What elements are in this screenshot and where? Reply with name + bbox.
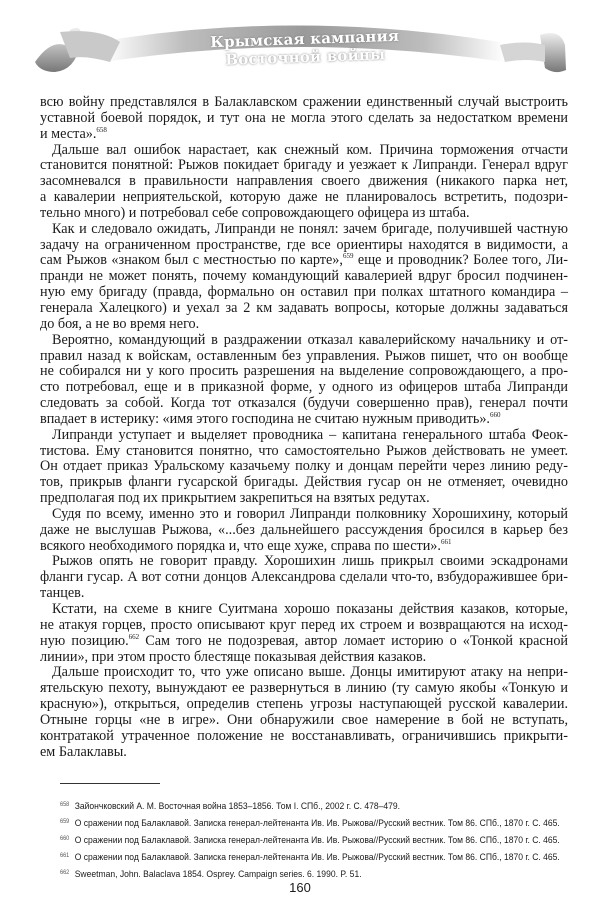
line-text: контратакой утраченное положение не восстанавливать, ограничившись прикрыти- bbox=[40, 727, 568, 744]
line-text: Как и следовало ожидать, Липранди не понял: зачем бригаде, получившей частную bbox=[52, 220, 568, 237]
line-text: генерала Халецкого) и уехал за 2 км задавать вопросы, которые должны задаваться bbox=[40, 299, 568, 316]
section-title: Крымская кампания Восточной войны bbox=[209, 26, 400, 69]
line-text: Вероятно, командующий в раздражении отказал кавалерийскому начальнику и от- bbox=[52, 331, 568, 348]
footnote-number: 661 bbox=[60, 853, 70, 860]
line-text: тельно много) и потребовал себе сопровождающего офицера из штаба. bbox=[40, 204, 470, 221]
line-text: тов, прикрыв фланги гусарской бригады. Действия гусар он не отменяет, очевидно bbox=[40, 474, 568, 491]
text-line bbox=[40, 650, 568, 666]
text-line bbox=[40, 745, 568, 761]
text-line bbox=[40, 238, 568, 254]
footnote bbox=[60, 797, 538, 814]
footnote bbox=[60, 848, 560, 865]
paragraph bbox=[40, 428, 568, 507]
line-text: пранди не может понять, почему командующий кавалерией вдруг бросил подчинен- bbox=[40, 268, 568, 285]
text-line bbox=[40, 380, 568, 396]
line-text: впадает в истерику: «имя этого господина не считаю нужным приводить». bbox=[40, 410, 490, 427]
text-line bbox=[40, 317, 568, 333]
text-line bbox=[40, 269, 568, 285]
text-line bbox=[40, 554, 568, 570]
line-text: следовать за собой. Когда тот отказался (будучи совершенно прав), генерал почти bbox=[40, 395, 568, 412]
text-line bbox=[40, 95, 568, 111]
text-line bbox=[40, 143, 568, 159]
line-text: уставной боевой порядок, и тут она не могла этого сделать за недостатком времени bbox=[40, 109, 568, 126]
text-line bbox=[40, 586, 568, 602]
line-text: всякого необходимого порядка и, что еще хуже, справа по шести». bbox=[40, 537, 441, 554]
line-text: Он отдает приказ Уральскому казачьему полку и донцам перейти через линию реду- bbox=[40, 458, 568, 475]
paragraph bbox=[40, 222, 568, 333]
line-text: не атакуя горцев, просто описывают круг перед их строем и возвращаются на исход- bbox=[40, 616, 568, 633]
text-line bbox=[40, 158, 568, 174]
line-text: правил назад к войскам, оставленным без управления. Рыжов пишет, что он вообще bbox=[40, 347, 568, 364]
text-line bbox=[40, 206, 568, 222]
text-line bbox=[40, 681, 568, 697]
line-text: Дальше происходит то, что уже описано выше. Донцы имитируют атаку на непри- bbox=[52, 664, 568, 681]
line-text: ную позицию. bbox=[40, 632, 129, 649]
text-line bbox=[40, 333, 568, 349]
text-line bbox=[40, 444, 568, 460]
page-number: 160 bbox=[289, 880, 311, 895]
paragraph bbox=[40, 333, 568, 428]
text-line bbox=[40, 507, 568, 523]
line-text: Судя по всему, именно это и говорил Липранди полковнику Хорошихину, который bbox=[52, 505, 568, 522]
line-text: задачу на ограниченном пространстве, где все ориентиры находятся в видимости, а bbox=[40, 236, 568, 253]
text-line bbox=[40, 665, 568, 681]
line-text: ем Балаклавы. bbox=[40, 743, 127, 760]
text-line bbox=[40, 285, 568, 301]
text-line bbox=[40, 301, 568, 317]
paragraph bbox=[40, 143, 568, 222]
text-line bbox=[40, 729, 568, 745]
text-line bbox=[40, 634, 568, 650]
line-text: фланги гусар. А вот сотни донцов Александрова сделали что-то, взбудоражившее бри- bbox=[40, 569, 568, 586]
line-text: Отныне горцы «не в игре». Они обнаружили свое намерение в бой не вступать, bbox=[40, 711, 568, 728]
footnotes bbox=[60, 797, 560, 882]
line-text: Дальше вал ошибок нарастает, как снежный ком. Причина торможения отчасти bbox=[52, 141, 568, 158]
footnote bbox=[60, 831, 560, 848]
text-line bbox=[40, 396, 568, 412]
footnote-ref: 662 bbox=[128, 632, 140, 641]
footnote-text: О сражении под Балаклавой. Записка генерал-лейтенанта Ив. Ив. Рыжова//Русский вестник. Том 86. СПб., 1870 г. С. 465. bbox=[74, 818, 560, 829]
footnote-ref: 660 bbox=[489, 410, 501, 419]
text-line bbox=[40, 602, 568, 618]
paragraph bbox=[40, 665, 568, 760]
line-text: красную»), открыться, определив степень угрозы наступающей русской кавалерии. bbox=[40, 696, 568, 713]
footnote-number: 662 bbox=[60, 870, 70, 877]
line-text: и места». bbox=[40, 125, 97, 142]
line-text: даже не выслушав Рыжова, «...без дальнейшего рассуждения бросился в карьер без bbox=[40, 521, 568, 538]
line-text: не собирался ни у кого просить разрешения на выделение сопровождающего, а про- bbox=[40, 363, 568, 380]
paragraph bbox=[40, 554, 568, 602]
line-text: предполагая под их прикрытием закрепиться на взятых редутах. bbox=[40, 490, 430, 507]
text-line bbox=[40, 491, 568, 507]
body-text bbox=[40, 95, 568, 760]
line-text: сам Рыжов «знаком был с местностью по карте», bbox=[40, 252, 343, 269]
footnote-number: 658 bbox=[60, 802, 70, 808]
text-line bbox=[40, 349, 568, 365]
text-line bbox=[40, 570, 568, 586]
text-line bbox=[40, 253, 568, 269]
line-text: Липранди уступает и выделяет проводника – капитана генерального штаба Феок- bbox=[52, 426, 568, 443]
line-text: засомневался в правильности направления своего движения (никакого парка нет, bbox=[40, 173, 568, 190]
paragraph bbox=[40, 95, 568, 143]
text-line bbox=[40, 459, 568, 475]
line-text: ную ему бригаду (правда, формально он оставил при полках штатного командира – bbox=[40, 284, 568, 301]
line-text: сто потребовал, еще и в приказной форме, у одного из офицеров штаба Липранди bbox=[40, 379, 568, 396]
line-text: танцев. bbox=[40, 585, 85, 602]
line-text: ятельскую пехоту, вынуждают ее развернуться в линию (ту самую якобы «Тонкую и bbox=[40, 680, 568, 697]
text-line bbox=[40, 364, 568, 380]
text-line bbox=[40, 618, 568, 634]
footnote-number: 659 bbox=[60, 819, 70, 826]
text-line bbox=[40, 190, 568, 206]
footnote-separator bbox=[60, 783, 160, 784]
line-text: а кавалерии неприятельской, которую даже не планировалось встретить, подозри- bbox=[40, 189, 568, 206]
footnote-text: Sweetman, John. Balaclava 1854. Osprey. Campaign series. 6. 1990. P. 51. bbox=[74, 869, 362, 880]
line-text: до боя, а не во время него. bbox=[40, 315, 200, 332]
line-text: всю войну представлялся в Балаклавском сражении единственный случай выстроить bbox=[40, 94, 568, 110]
text-line bbox=[40, 111, 568, 127]
text-line bbox=[40, 428, 568, 444]
text-line bbox=[40, 127, 568, 143]
line-text: еще и проводник? Более того, Ли- bbox=[353, 252, 568, 269]
text-line bbox=[40, 697, 568, 713]
text-line bbox=[40, 412, 568, 428]
line-text: становится понятной: Рыжов покидает бригаду и уезжает к Липранди. Генерал вдруг bbox=[40, 157, 568, 174]
footnote-ref: 661 bbox=[440, 537, 452, 546]
text-line bbox=[40, 539, 568, 555]
text-line bbox=[40, 222, 568, 238]
line-text: Сам того не подозревая, автор ломает историю о «Тонкой красной bbox=[139, 632, 568, 649]
text-line bbox=[40, 713, 568, 729]
line-text: Рыжов опять не говорит правду. Хорошихин лишь прикрыл своими эскадронами bbox=[52, 553, 568, 570]
paragraph bbox=[40, 602, 568, 665]
line-text: тистова. Ему становится понятно, что самостоятельно Рыжов действовать не умеет. bbox=[40, 442, 568, 459]
line-text: линии», при этом просто блестяще показывая действия казаков. bbox=[40, 648, 427, 665]
text-line bbox=[40, 174, 568, 190]
running-header bbox=[0, 0, 600, 80]
paragraph bbox=[40, 507, 568, 555]
footnote bbox=[60, 814, 560, 831]
footnote-text: О сражении под Балаклавой. Записка генерал-лейтенанта Ив. Ив. Рыжова//Русский вестник. Том 86. СПб., 1870 г. С. 465. bbox=[74, 835, 560, 846]
footnote-ref: 658 bbox=[96, 125, 107, 134]
footnote-ref: 659 bbox=[342, 252, 354, 261]
text-line bbox=[40, 523, 568, 539]
line-text: Кстати, на схеме в книге Суитмана хорошо показаны действия казаков, которые, bbox=[52, 601, 568, 617]
text-line bbox=[40, 475, 568, 491]
footnote-text: О сражении под Балаклавой. Записка генерал-лейтенанта Ив. Ив. Рыжова//Русский вестник. Том 86. СПб., 1870 г. С. 465. bbox=[74, 852, 560, 863]
footnote-text: Зайончковский А. М. Восточная война 1853–1856. Том I. СПб., 2002 г. С. 478–479. bbox=[74, 801, 401, 811]
footnote-number: 660 bbox=[60, 836, 70, 843]
